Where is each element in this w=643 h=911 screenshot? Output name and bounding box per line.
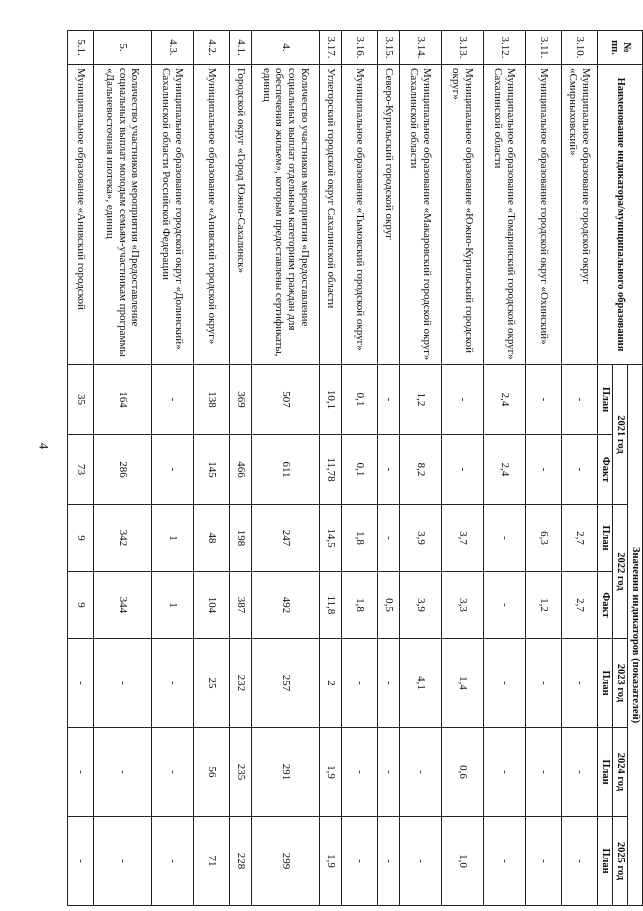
value-cell: 466 [229,435,251,505]
table-row [377,31,399,906]
value-cell: - [525,435,561,505]
value-cell: - [483,572,525,639]
value-cell: 344 [93,572,151,639]
value-cell: 299 [251,817,319,906]
value-cell: - [341,728,377,817]
value-cell: 25 [193,639,229,728]
table-row [341,31,377,906]
value-cell: 0,1 [341,435,377,505]
value-cell: 48 [193,505,229,572]
row-number: 5. [93,31,151,65]
value-cell: - [377,435,399,505]
value-cell: 0,5 [377,572,399,639]
value-cell: 247 [251,505,319,572]
row-name: Муниципальное образование «Анивский городской округ» [193,65,229,365]
table-row [151,31,193,906]
value-cell: - [483,728,525,817]
value-cell: 1,2 [525,572,561,639]
value-cell: - [377,817,399,906]
value-cell: 9 [67,572,93,639]
col-header-name: Наименование индикатора/муниципального образования [597,65,642,365]
subheader-plan-2024: План [597,728,612,817]
value-cell: - [151,639,193,728]
value-cell: - [399,817,441,906]
value-cell: - [151,817,193,906]
subheader-fact-2022: Факт [597,572,612,639]
row-name: Муниципальное образование «Томаринский городской округ» Сахалинской области [483,65,525,365]
value-cell: - [525,639,561,728]
value-cell: 9 [67,505,93,572]
value-cell: - [341,817,377,906]
col-header-num: № пп. [597,31,642,65]
value-cell: 4,1 [399,639,441,728]
value-cell: 1,9 [319,728,341,817]
value-cell: 35 [67,365,93,435]
row-number: 3.10. [561,31,597,65]
value-cell: 3,9 [399,572,441,639]
table-row [483,31,525,906]
value-cell: 342 [93,505,151,572]
value-cell: 507 [251,365,319,435]
value-cell: 11,8 [319,572,341,639]
value-cell: 257 [251,639,319,728]
rotated-table-area [74,30,643,905]
subheader-plan-2022: План [597,505,612,572]
value-cell: 1,9 [319,817,341,906]
row-number: 3.14. [399,31,441,65]
value-cell: 387 [229,572,251,639]
row-number: 3.17. [319,31,341,65]
row-name: Муниципальное образование «Анивский городской [67,65,93,365]
table-body [67,31,597,906]
value-cell: 1,8 [341,505,377,572]
year-header-2023: 2023 год [612,639,627,728]
value-cell: 0,1 [341,365,377,435]
table-row [67,31,93,906]
value-cell: - [151,365,193,435]
table-row [193,31,229,906]
row-name: Количество участников мероприятия «Предоставление социальных выплат молодым семьям-участникам программы «Дальневосточная ипотека», единиц [93,65,151,365]
value-cell: 1 [151,572,193,639]
value-cell: 164 [93,365,151,435]
value-cell: - [561,639,597,728]
value-cell: - [151,435,193,505]
value-cell: 1,4 [441,639,483,728]
value-cell: 232 [229,639,251,728]
value-cell: - [93,639,151,728]
table-row [441,31,483,906]
value-cell: 286 [93,435,151,505]
value-cell: 138 [193,365,229,435]
value-cell: 2,4 [483,435,525,505]
value-cell: - [377,365,399,435]
value-cell: 2,4 [483,365,525,435]
value-cell: - [67,639,93,728]
value-cell: - [341,639,377,728]
value-cell: - [377,505,399,572]
value-cell: - [399,728,441,817]
value-cell: 11,78 [319,435,341,505]
row-number: 3.11. [525,31,561,65]
value-cell: 6,3 [525,505,561,572]
value-cell: 2 [319,639,341,728]
value-cell: 3,7 [441,505,483,572]
row-name: Количество участников мероприятия «Предоставление социальных выплат отдельным категориям граждан для обеспечения жильем», которым предоставлены сертификаты, единиц [251,65,319,365]
value-cell: - [561,435,597,505]
subheader-fact-2021: Факт [597,435,612,505]
value-cell: 8,2 [399,435,441,505]
value-cell: 71 [193,817,229,906]
value-cell: 104 [193,572,229,639]
table-row [399,31,441,906]
row-name: Муниципальное образование городской округ «Долинский» Сахалинской области Российской Федерации [151,65,193,365]
value-cell: - [483,817,525,906]
row-name: Муниципальное образование городской округ «Смирныховский» [561,65,597,365]
table-row [229,31,251,906]
value-cell: - [483,639,525,728]
table-row [319,31,341,906]
year-header-2022: 2022 год [612,505,627,639]
value-cell: 145 [193,435,229,505]
value-cell: - [561,365,597,435]
value-cell: 0,6 [441,728,483,817]
value-cell: - [67,817,93,906]
value-cell: 3,3 [441,572,483,639]
value-cell: - [441,435,483,505]
value-cell: 1,8 [341,572,377,639]
value-cell: - [441,365,483,435]
value-cell: 14,5 [319,505,341,572]
value-cell: - [525,365,561,435]
value-cell: - [67,728,93,817]
value-cell: - [525,728,561,817]
value-cell: 235 [229,728,251,817]
row-name: Муниципальное образование «Южно-Курильский городской округ» [441,65,483,365]
value-cell: 228 [229,817,251,906]
value-cell: - [377,728,399,817]
value-cell: 492 [251,572,319,639]
subheader-plan-2023: План [597,639,612,728]
page-number: 4 [36,442,52,450]
col-header-values-group: Значения индикаторов (показателей) [627,365,642,906]
value-cell: 2,7 [561,572,597,639]
value-cell: 10,1 [319,365,341,435]
value-cell: - [93,817,151,906]
subheader-plan-2025: План [597,817,612,906]
row-name: Углегорский городской округ Сахалинской области [319,65,341,365]
value-cell: - [525,817,561,906]
value-cell: 198 [229,505,251,572]
table-row [93,31,151,906]
row-number: 4.3. [151,31,193,65]
year-header-2024: 2024 год [612,728,627,817]
row-name: Северо-Курильский городской округ [377,65,399,365]
year-header-2021: 2021 год [612,365,627,505]
table-row [251,31,319,906]
value-cell: 369 [229,365,251,435]
row-name: Муниципальное образование «Макаровский городской округ» Сахалинской области [399,65,441,365]
row-number: 3.13. [441,31,483,65]
table-row [525,31,561,906]
value-cell: 2,7 [561,505,597,572]
value-cell: 1,2 [399,365,441,435]
value-cell: 1,0 [441,817,483,906]
row-number: 5.1. [67,31,93,65]
row-number: 4. [251,31,319,65]
year-header-2025: 2025 год [612,817,627,906]
indicators-table [67,30,643,906]
row-name: Городской округ «Город Южно-Сахалинск» [229,65,251,365]
value-cell: - [93,728,151,817]
value-cell: - [151,728,193,817]
row-name: Муниципальное образование «Тымовский городской округ» [341,65,377,365]
row-number: 3.16. [341,31,377,65]
row-number: 4.2. [193,31,229,65]
row-number: 4.1. [229,31,251,65]
table-row [561,31,597,906]
row-number: 3.12. [483,31,525,65]
value-cell: - [561,728,597,817]
value-cell: 3,9 [399,505,441,572]
value-cell: 73 [67,435,93,505]
value-cell: 291 [251,728,319,817]
row-name: Муниципальное образование городской округ «Охинский» [525,65,561,365]
value-cell: - [561,817,597,906]
value-cell: 56 [193,728,229,817]
subheader-plan-2021: План [597,365,612,435]
value-cell: - [377,639,399,728]
value-cell: 1 [151,505,193,572]
value-cell: 611 [251,435,319,505]
value-cell: - [483,505,525,572]
row-number: 3.15. [377,31,399,65]
